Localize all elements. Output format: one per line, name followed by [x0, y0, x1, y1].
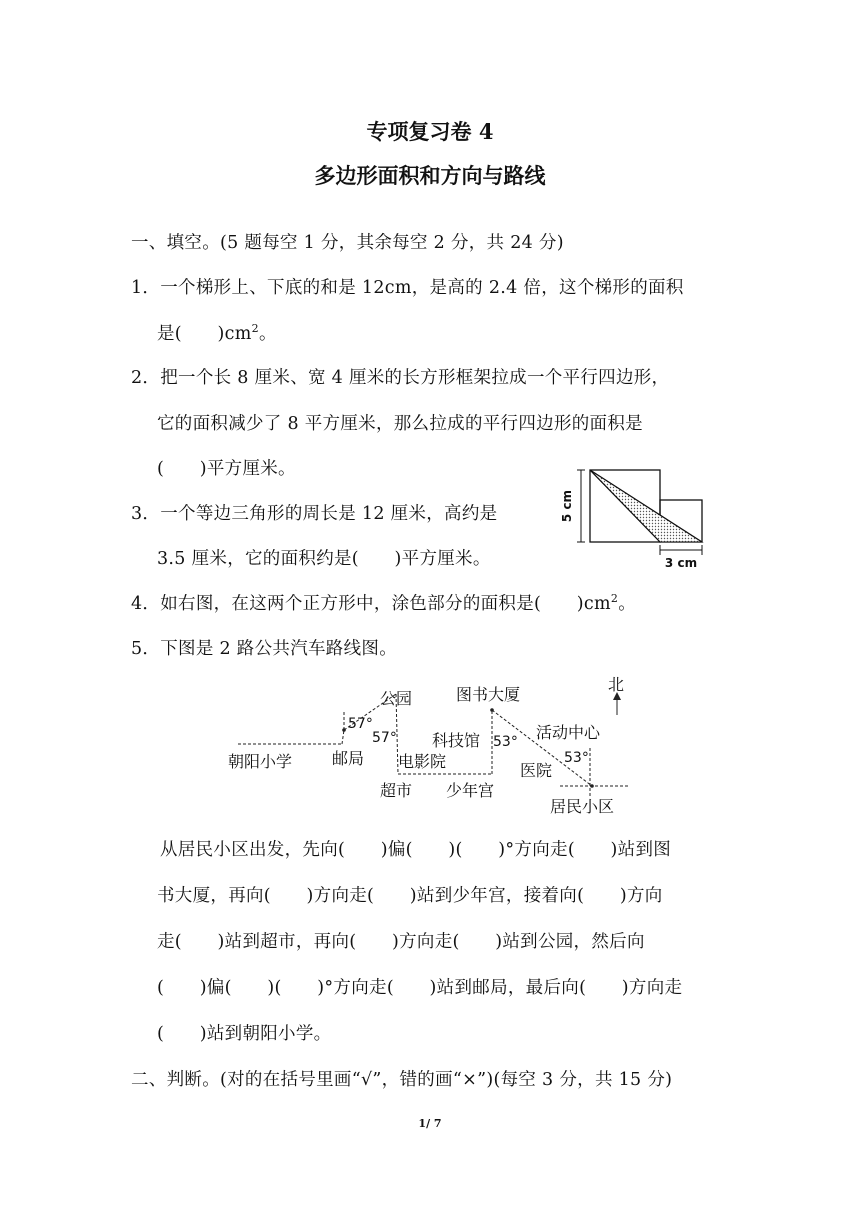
- stop-activity-center: 活动中心: [536, 723, 601, 742]
- question-2-line-3: ( )平方厘米。: [157, 459, 296, 479]
- page-title: 专项复习卷 4: [366, 119, 494, 144]
- height-label: 5 cm: [560, 489, 574, 523]
- stop-park: 公园: [380, 689, 413, 708]
- page-number: 1/ 7: [418, 1117, 442, 1130]
- stop-supermarket: 超市: [380, 781, 413, 800]
- route-map: [220, 668, 650, 818]
- stop-library: 图书大厦: [456, 685, 521, 704]
- question-5-intro: 5．下图是 2 路公共汽车路线图。: [131, 639, 397, 659]
- superscript: 2: [251, 322, 259, 335]
- width-label: 3 cm: [664, 556, 698, 570]
- stop-youth-palace: 少年宫: [446, 781, 495, 800]
- stop-science-museum: 科技馆: [432, 731, 481, 750]
- question-2-line-1: 2．把一个长 8 厘米、宽 4 厘米的长方形框架拉成一个平行四边形，: [131, 368, 670, 388]
- question-1-line-1: 1．一个梯形上、下底的和是 12cm，是高的 2.4 倍，这个梯形的面积: [131, 278, 684, 298]
- angle-label: 57°: [348, 716, 373, 732]
- stop-chaoyang-school: 朝阳小学: [228, 752, 293, 771]
- question-5-para-line-5: ( )站到朝阳小学。: [157, 1024, 332, 1044]
- squares-figure: [555, 465, 715, 575]
- page-subtitle: 多边形面积和方向与路线: [314, 163, 546, 188]
- punctuation: 。: [258, 324, 277, 344]
- question-1-text: 是( )cm: [157, 324, 252, 344]
- section-2-heading: 二、判断。(对的在括号里画“√”，错的画“×”)(每空 3 分，共 15 分): [131, 1070, 673, 1090]
- question-5-para-line-2: 书大厦，再向( )方向走( )站到少年宫，接着向( )方向: [157, 886, 663, 906]
- section-1-heading: 一、填空。(5 题每空 1 分，其余每空 2 分，共 24 分): [131, 233, 564, 253]
- angle-label: 53°: [493, 734, 518, 750]
- question-2-line-2: 它的面积减少了 8 平方厘米，那么拉成的平行四边形的面积是: [157, 414, 643, 434]
- question-5-para-line-1: 从居民小区出发，先向( )偏( )( )°方向走( )站到图: [160, 840, 672, 860]
- superscript: 2: [610, 592, 619, 605]
- angle-label: 53°: [564, 750, 589, 766]
- question-4-text: 4．如右图，在这两个正方形中，涂色部分的面积是( )cm: [131, 594, 611, 614]
- stop-post-office: 邮局: [332, 749, 365, 768]
- question-5-para-line-3: 走( )站到超市，再向( )方向走( )站到公园，然后向: [157, 932, 645, 952]
- angle-label: 57°: [372, 730, 397, 746]
- stop-residential-area: 居民小区: [550, 797, 615, 816]
- stop-hospital: 医院: [520, 761, 553, 780]
- question-4: [131, 590, 636, 615]
- question-1-line-2: [157, 320, 277, 345]
- stop-cinema: 电影院: [398, 752, 447, 771]
- question-3-line-2: 3.5 厘米，它的面积约是( )平方厘米。: [157, 549, 491, 569]
- question-3-line-1: 3．一个等边三角形的周长是 12 厘米，高约是: [131, 504, 498, 524]
- question-5-para-line-4: ( )偏( )( )°方向走( )站到邮局，最后向( )方向走: [157, 978, 683, 998]
- north-label: 北: [608, 675, 625, 694]
- punctuation: 。: [618, 594, 637, 614]
